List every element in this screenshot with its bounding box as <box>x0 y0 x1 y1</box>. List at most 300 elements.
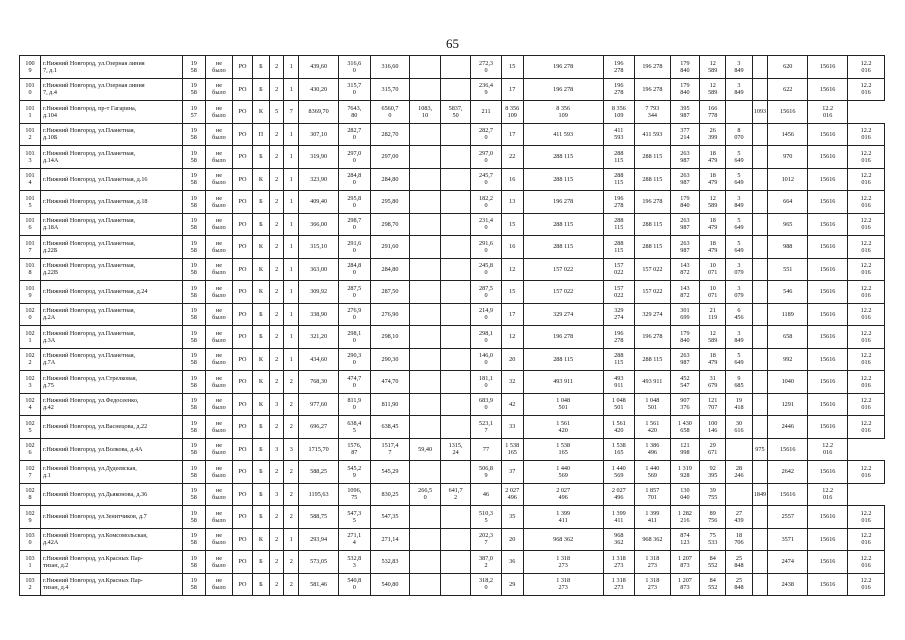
cell-residents: 20 <box>501 528 523 551</box>
cell-address: г.Нижний Новгород, ул.Зенитчиков, д.7 <box>40 506 182 529</box>
cell-reconstruction-status: не было <box>205 326 232 349</box>
cell-entrances: 1 <box>284 281 299 304</box>
cell-entrances: 2 <box>284 506 299 529</box>
cell-area-premises: 1096, 75 <box>339 483 370 506</box>
cell-spacer <box>752 213 768 236</box>
cell-cost-d: 12 589 <box>700 326 726 349</box>
cell-year-built: 19 58 <box>182 461 205 484</box>
cell-area-owned <box>440 236 470 259</box>
cell-residents: 37 <box>501 461 523 484</box>
cell-cost-e: 5 649 <box>726 236 752 259</box>
cell-area-premises: 298,1 0 <box>339 326 370 349</box>
cell-area-owned <box>440 326 470 349</box>
cell-cost-a: 288 115 <box>603 213 634 236</box>
cell-area-owned <box>440 371 470 394</box>
cell-area-premises: 287,5 0 <box>339 281 370 304</box>
cell-area-total: 338,90 <box>299 303 339 326</box>
cell-spacer <box>752 506 768 529</box>
cell-area-premises: 297,0 0 <box>339 146 370 169</box>
cell-floors: 2 <box>269 213 284 236</box>
cell-total-cost: 1 318 273 <box>523 551 603 574</box>
table-row <box>20 236 885 259</box>
cell-unit-cost: 988 <box>768 236 808 259</box>
cell-cost-b: 288 115 <box>635 168 671 191</box>
cell-area-total: 307,10 <box>299 123 339 146</box>
cell-ownership: РО <box>233 303 253 326</box>
cell-spacer <box>752 551 768 574</box>
cell-cost-b: 1 561 420 <box>635 416 671 439</box>
cell-area-nonresidential <box>410 393 440 416</box>
cell-address: г.Нижний Новгород, ул.Озерная линия 7, д.4 <box>40 78 182 101</box>
cell-year-built: 19 58 <box>182 438 205 461</box>
cell-total-cost: 288 115 <box>523 146 603 169</box>
cell-deadline: 12.2 016 <box>848 393 885 416</box>
cell-row-number: 102 9 <box>20 506 41 529</box>
cell-area-municipal: 387,0 2 <box>471 551 501 574</box>
cell-cost-d: 18 479 <box>700 348 726 371</box>
cell-cost-c: 121 998 <box>670 438 699 461</box>
cell-floors: 2 <box>269 461 284 484</box>
cell-limit: 12.2 016 <box>808 101 848 124</box>
cell-deadline: 12.2 016 <box>848 303 885 326</box>
cell-unit-cost: 1456 <box>768 123 808 146</box>
cell-cost-a: 288 115 <box>603 348 634 371</box>
cell-ownership: РО <box>233 213 253 236</box>
cell-row-number: 103 1 <box>20 551 41 574</box>
cell-total-cost: 411 593 <box>523 123 603 146</box>
cell-area-owned <box>440 213 470 236</box>
cell-year-built: 19 58 <box>182 213 205 236</box>
cell-area-premises: 315,7 0 <box>339 78 370 101</box>
cell-total-cost: 288 115 <box>523 168 603 191</box>
cell-total-cost: 288 115 <box>523 213 603 236</box>
cell-cost-d: 12 589 <box>700 78 726 101</box>
cell-area-total: 768,30 <box>299 371 339 394</box>
cell-year-built: 19 58 <box>182 303 205 326</box>
cell-wall-material: Б <box>253 191 270 214</box>
cell-unit-cost: 551 <box>768 258 808 281</box>
cell-total-cost: 968 362 <box>523 528 603 551</box>
cell-floors: 2 <box>269 56 284 79</box>
cell-year-built: 19 58 <box>182 348 205 371</box>
cell-area-premises: 540,8 0 <box>339 573 370 596</box>
cell-cost-d: 31 679 <box>700 371 726 394</box>
cell-cost-e: 5 649 <box>726 213 752 236</box>
cell-cost-d: 10 071 <box>700 281 726 304</box>
cell-cost-a: 411 593 <box>603 123 634 146</box>
cell-cost-d: 121 707 <box>700 393 726 416</box>
cell-residents: 15 <box>501 56 523 79</box>
cell-area-residential: 290,30 <box>370 348 410 371</box>
cell-cost-a: 196 278 <box>603 191 634 214</box>
cell-area-residential: 547,35 <box>370 506 410 529</box>
cell-cost-b: 1 857 701 <box>635 483 671 506</box>
cell-deadline: 12.2 016 <box>848 146 885 169</box>
cell-reconstruction-status: не было <box>205 416 232 439</box>
cell-entrances: 1 <box>284 123 299 146</box>
cell-cost-c: 377 214 <box>670 123 699 146</box>
cell-address: г.Нижний Новгород, ул.Планетная, д.22В <box>40 258 182 281</box>
cell-unit-cost: 2474 <box>768 551 808 574</box>
cell-area-residential: 316,60 <box>370 56 410 79</box>
cell-year-built: 19 58 <box>182 123 205 146</box>
cell-area-residential: 291,60 <box>370 236 410 259</box>
cell-reconstruction-status: не было <box>205 101 232 124</box>
cell-residents: 15 <box>501 213 523 236</box>
cell-cost-b: 1 399 411 <box>635 506 671 529</box>
cell-reconstruction-status: не было <box>205 303 232 326</box>
cell-cost-c: 301 699 <box>670 303 699 326</box>
cell-reconstruction-status: не было <box>205 213 232 236</box>
cell-floors: 2 <box>269 258 284 281</box>
cell-year-built: 19 58 <box>182 483 205 506</box>
cell-area-premises: 284,8 0 <box>339 168 370 191</box>
cell-cost-b: 196 278 <box>635 56 671 79</box>
cell-deadline: 12.2 016 <box>848 213 885 236</box>
cell-wall-material: К <box>253 528 270 551</box>
cell-cost-b: 7 793 344 <box>635 101 671 124</box>
cell-area-municipal: 202,3 7 <box>471 528 501 551</box>
cell-total-cost: 1 561 420 <box>523 416 603 439</box>
cell-wall-material: Б <box>253 551 270 574</box>
cell-cost-c: 1 282 216 <box>670 506 699 529</box>
cell-row-number: 103 2 <box>20 573 41 596</box>
cell-reconstruction-status: не было <box>205 461 232 484</box>
cell-cost-d: 89 756 <box>700 506 726 529</box>
cell-area-premises: 276,9 0 <box>339 303 370 326</box>
cell-area-nonresidential: 59,40 <box>410 438 440 461</box>
cell-area-municipal: 523,1 7 <box>471 416 501 439</box>
cell-area-premises: 282,7 0 <box>339 123 370 146</box>
cell-entrances: 1 <box>284 78 299 101</box>
cell-row-number: 101 8 <box>20 258 41 281</box>
table-row <box>20 393 885 416</box>
cell-cost-a: 1 399 411 <box>603 506 634 529</box>
cell-unit-cost: 1040 <box>768 371 808 394</box>
cell-area-residential: 830,25 <box>370 483 410 506</box>
cell-area-premises: 295,8 0 <box>339 191 370 214</box>
cell-row-number: 102 0 <box>20 303 41 326</box>
cell-area-residential: 287,50 <box>370 281 410 304</box>
cell-cost-b: 288 115 <box>635 236 671 259</box>
cell-wall-material: Б <box>253 303 270 326</box>
cell-wall-material: К <box>253 236 270 259</box>
cell-wall-material: Б <box>253 326 270 349</box>
cell-total-cost: 1 440 569 <box>523 461 603 484</box>
cell-area-total: 366,00 <box>299 213 339 236</box>
cell-unit-cost: 3571 <box>768 528 808 551</box>
cell-residents: 16 <box>501 168 523 191</box>
table-row <box>20 123 885 146</box>
cell-address: г.Нижний Новгород, ул.Красных Пар- тизан, д.4 <box>40 573 182 596</box>
cell-limit: 15616 <box>808 551 848 574</box>
cell-limit: 15616 <box>808 371 848 394</box>
cell-year-built: 19 58 <box>182 393 205 416</box>
cell-area-municipal: 245,8 0 <box>471 258 501 281</box>
cell-area-municipal: 291,6 0 <box>471 236 501 259</box>
cell-year-built: 19 58 <box>182 146 205 169</box>
cell-total-cost: 288 115 <box>523 348 603 371</box>
cell-spacer <box>752 191 768 214</box>
cell-area-total: 430,20 <box>299 78 339 101</box>
cell-floors: 5 <box>269 101 284 124</box>
cell-residents: 12 <box>501 258 523 281</box>
cell-entrances: 2 <box>284 551 299 574</box>
cell-area-premises: 284,8 0 <box>339 258 370 281</box>
cell-row-number: 101 3 <box>20 146 41 169</box>
cell-cost-a: 1 561 420 <box>603 416 634 439</box>
cell-row-number: 101 5 <box>20 191 41 214</box>
cell-residents: 33 <box>501 416 523 439</box>
cell-cost-e: 25 848 <box>726 573 752 596</box>
cell-ownership: РО <box>233 168 253 191</box>
cell-spacer <box>752 416 768 439</box>
cell-entrances: 1 <box>284 213 299 236</box>
cell-area-residential: 295,80 <box>370 191 410 214</box>
cell-residents: 8 356 109 <box>501 101 523 124</box>
cell-deadline: 12.2 016 <box>848 551 885 574</box>
cell-cost-e: 8 070 <box>726 123 752 146</box>
cell-reconstruction-status: не было <box>205 236 232 259</box>
cell-entrances: 2 <box>284 483 299 506</box>
cell-area-residential: 297,00 <box>370 146 410 169</box>
cell-entrances: 1 <box>284 56 299 79</box>
cell-area-owned <box>440 461 470 484</box>
cell-year-built: 19 58 <box>182 236 205 259</box>
table-row <box>20 258 885 281</box>
cell-cost-b: 1 048 501 <box>635 393 671 416</box>
cell-area-nonresidential <box>410 461 440 484</box>
cell-cost-e: 5 649 <box>726 348 752 371</box>
cell-cost-c: 263 987 <box>670 348 699 371</box>
cell-total-cost: 157 022 <box>523 281 603 304</box>
cell-spacer <box>752 461 768 484</box>
cell-floors: 3 <box>269 393 284 416</box>
cell-area-owned <box>440 303 470 326</box>
cell-area-owned <box>440 146 470 169</box>
cell-area-nonresidential <box>410 146 440 169</box>
cell-row-number: 101 1 <box>20 101 41 124</box>
cell-address: г.Нижний Новгород, ул.Планетная, д.2А <box>40 303 182 326</box>
cell-limit: 15616 <box>808 78 848 101</box>
cell-unit-cost: 965 <box>768 213 808 236</box>
page-number: 65 <box>446 36 459 51</box>
cell-entrances: 1 <box>284 191 299 214</box>
cell-address: г.Нижний Новгород, ул.Комсомольская, д.42А <box>40 528 182 551</box>
cell-area-premises: 532,8 3 <box>339 551 370 574</box>
cell-cost-d: 92 395 <box>700 461 726 484</box>
cell-area-nonresidential <box>410 78 440 101</box>
cell-area-nonresidential: 266,5 0 <box>410 483 440 506</box>
cell-year-built: 19 58 <box>182 191 205 214</box>
cell-floors: 2 <box>269 416 284 439</box>
cell-year-built: 19 58 <box>182 506 205 529</box>
cell-entrances: 2 <box>284 371 299 394</box>
cell-cost-d: 12 589 <box>700 56 726 79</box>
cell-total-cost: 196 278 <box>523 191 603 214</box>
cell-total-cost: 288 115 <box>523 236 603 259</box>
cell-unit-cost: 664 <box>768 191 808 214</box>
cell-wall-material: Б <box>253 78 270 101</box>
cell-floors: 2 <box>269 168 284 191</box>
cell-cost-b: 1 386 496 <box>635 438 671 461</box>
cell-deadline: 12.2 016 <box>848 168 885 191</box>
cell-area-total: 696,27 <box>299 416 339 439</box>
table-row <box>20 416 885 439</box>
cell-ownership: РО <box>233 326 253 349</box>
cell-reconstruction-status: не было <box>205 393 232 416</box>
cell-cost-e <box>726 438 752 461</box>
cell-cost-b: 968 362 <box>635 528 671 551</box>
cell-cost-c: 263 987 <box>670 213 699 236</box>
cell-area-owned <box>440 416 470 439</box>
cell-area-residential: 638,45 <box>370 416 410 439</box>
cell-total-cost: 1 048 501 <box>523 393 603 416</box>
cell-entrances: 1 <box>284 258 299 281</box>
cell-area-municipal: 272,3 0 <box>471 56 501 79</box>
cell-residents: 35 <box>501 506 523 529</box>
cell-wall-material: Б <box>253 146 270 169</box>
cell-area-municipal: 318,2 0 <box>471 573 501 596</box>
cell-cost-c: 1 319 928 <box>670 461 699 484</box>
table-row <box>20 551 885 574</box>
cell-residents: 42 <box>501 393 523 416</box>
cell-ownership: РО <box>233 123 253 146</box>
cell-cost-d: 21 119 <box>700 303 726 326</box>
cell-area-municipal: 510,3 5 <box>471 506 501 529</box>
cell-year-built: 19 58 <box>182 281 205 304</box>
cell-cost-c: 179 840 <box>670 326 699 349</box>
cell-row-number: 102 8 <box>20 483 41 506</box>
cell-total-cost: 196 278 <box>523 326 603 349</box>
cell-cost-d: 18 479 <box>700 168 726 191</box>
cell-residents: 17 <box>501 303 523 326</box>
cell-row-number: 103 0 <box>20 528 41 551</box>
cell-area-municipal: 182,2 0 <box>471 191 501 214</box>
cell-cost-a: 288 115 <box>603 168 634 191</box>
cell-reconstruction-status: не было <box>205 438 232 461</box>
cell-area-municipal: 683,9 0 <box>471 393 501 416</box>
cell-area-premises: 547,3 5 <box>339 506 370 529</box>
cell-address: г.Нижний Новгород, ул.Волкова, д.4А <box>40 438 182 461</box>
cell-deadline: 12.2 016 <box>848 258 885 281</box>
cell-limit: 15616 <box>808 56 848 79</box>
cell-ownership: РО <box>233 78 253 101</box>
cell-address: г.Нижний Новгород, ул.Планетная, д.22Б <box>40 236 182 259</box>
cell-area-total: 439,60 <box>299 56 339 79</box>
cell-cost-e: 5 649 <box>726 146 752 169</box>
cell-deadline: 12.2 016 <box>848 56 885 79</box>
cell-area-nonresidential <box>410 528 440 551</box>
cell-cost-a: 157 022 <box>603 281 634 304</box>
cell-address: г.Нижний Новгород, ул.Планетная, д.24 <box>40 281 182 304</box>
cell-limit: 15616 <box>808 393 848 416</box>
cell-area-municipal: 77 <box>471 438 501 461</box>
cell-unit-cost: 15616 <box>768 101 808 124</box>
cell-floors: 2 <box>269 281 284 304</box>
cell-address: г.Нижний Новгород, ул.Озерная линия 7, д.1 <box>40 56 182 79</box>
table-row <box>20 213 885 236</box>
cell-cost-b: 288 115 <box>635 213 671 236</box>
cell-cost-e: 3 849 <box>726 78 752 101</box>
table-row <box>20 438 885 461</box>
cell-entrances: 2 <box>284 461 299 484</box>
cell-cost-b: 493 911 <box>635 371 671 394</box>
cell-deadline: 12.2 016 <box>848 191 885 214</box>
cell-cost-d: 18 479 <box>700 146 726 169</box>
cell-cost-a: 1 538 165 <box>603 438 634 461</box>
cell-address: г.Нижний Новгород, ул.Дьяконова, д.36 <box>40 483 182 506</box>
cell-unit-cost: 2642 <box>768 461 808 484</box>
cell-cost-a: 196 278 <box>603 78 634 101</box>
cell-cost-a: 288 115 <box>603 236 634 259</box>
cell-limit: 15616 <box>808 258 848 281</box>
cell-area-total: 293,94 <box>299 528 339 551</box>
cell-ownership: РО <box>233 416 253 439</box>
cell-limit: 15616 <box>808 506 848 529</box>
cell-residents: 22 <box>501 146 523 169</box>
cell-cost-e: 3 079 <box>726 258 752 281</box>
cell-area-municipal: 146,0 0 <box>471 348 501 371</box>
cell-spacer <box>752 236 768 259</box>
cell-area-municipal: 236,4 9 <box>471 78 501 101</box>
cell-area-municipal: 245,7 0 <box>471 168 501 191</box>
cell-floors: 2 <box>269 528 284 551</box>
cell-ownership: РО <box>233 281 253 304</box>
cell-reconstruction-status: не было <box>205 281 232 304</box>
cell-area-owned <box>440 123 470 146</box>
cell-cost-e <box>726 483 752 506</box>
cell-limit: 15616 <box>808 416 848 439</box>
cell-area-municipal: 298,1 0 <box>471 326 501 349</box>
cell-area-owned <box>440 78 470 101</box>
cell-area-total: 573,05 <box>299 551 339 574</box>
cell-area-residential: 532,83 <box>370 551 410 574</box>
cell-area-owned <box>440 281 470 304</box>
cell-address: г.Нижний Новгород, ул.Планетная, д.18 <box>40 191 182 214</box>
cell-cost-c: 1 207 873 <box>670 551 699 574</box>
cell-limit: 15616 <box>808 191 848 214</box>
cell-entrances: 1 <box>284 168 299 191</box>
cell-address: г.Нижний Новгород, ул.Планетная, д.14А <box>40 146 182 169</box>
cell-entrances: 3 <box>284 438 299 461</box>
cell-cost-c: 143 872 <box>670 281 699 304</box>
cell-cost-c: 1 207 873 <box>670 573 699 596</box>
cell-unit-cost: 1012 <box>768 168 808 191</box>
cell-limit: 15616 <box>808 168 848 191</box>
cell-area-residential: 298,10 <box>370 326 410 349</box>
cell-limit: 15616 <box>808 303 848 326</box>
cell-entrances: 2 <box>284 393 299 416</box>
table-row <box>20 326 885 349</box>
cell-ownership: РО <box>233 371 253 394</box>
cell-area-premises: 474,7 0 <box>339 371 370 394</box>
cell-row-number: 101 2 <box>20 123 41 146</box>
cell-residents: 36 <box>501 551 523 574</box>
cell-wall-material: Б <box>253 438 270 461</box>
cell-cost-e <box>726 101 752 124</box>
cell-year-built: 19 58 <box>182 551 205 574</box>
cell-row-number: 101 6 <box>20 213 41 236</box>
cell-floors: 2 <box>269 123 284 146</box>
cell-wall-material: Б <box>253 573 270 596</box>
cell-reconstruction-status: не было <box>205 371 232 394</box>
cell-reconstruction-status: не было <box>205 483 232 506</box>
cell-address: г.Нижний Новгород, ул.Планетная, д.7А <box>40 348 182 371</box>
cell-wall-material: Б <box>253 461 270 484</box>
cell-area-premises: 545,2 9 <box>339 461 370 484</box>
cell-entrances: 2 <box>284 573 299 596</box>
